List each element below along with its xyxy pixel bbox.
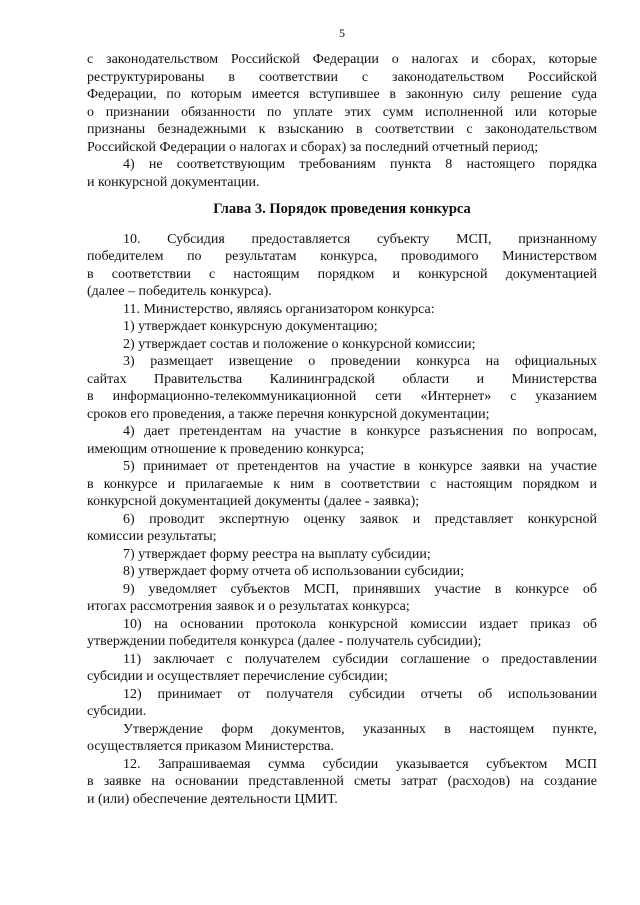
paragraph-block-main <box>87 231 597 809</box>
text-line: 2) утверждает состав и положение о конкурсной комиссии; <box>123 336 476 352</box>
chapter-heading: Глава 3. Порядок проведения конкурса <box>213 201 471 217</box>
text-line: 7) утверждает форму реестра на выплату субсидии; <box>123 546 431 562</box>
text-line: итогах рассмотрения заявок и о результатах конкурса; <box>87 599 410 614</box>
document-page <box>87 26 597 808</box>
text-line: о признании обязанности по уплате этих сумм исполненной или которые <box>87 104 597 120</box>
text-line: 10) на основании протокола конкурсной комиссии издает приказ об <box>123 616 597 632</box>
text-line: Российской Федерации о налогах и сборах) за последний отчетный период; <box>87 139 539 155</box>
text-line: 5) принимает от претендентов на участие в конкурсе заявки на участие <box>123 459 597 474</box>
text-line: победителем по результатам конкурса, проводимого Министерством <box>87 249 597 264</box>
text-line: в информационно-телекоммуникационной сети «Интернет» с указанием <box>87 389 597 404</box>
text-line: (далее – победитель конкурса). <box>87 284 272 299</box>
text-line: 8) утверждает форму отчета об использовании субсидии; <box>123 564 465 579</box>
text-line: 6) проводит экспертную оценку заявок и представляет конкурсной <box>123 511 597 527</box>
text-line: комиссии результаты; <box>87 529 217 544</box>
text-line: признаны безнадежными к взысканию в соответствии с законодательством <box>87 122 597 137</box>
text-line: и конкурсной документации. <box>87 174 260 190</box>
text-line: и (или) обеспечение деятельности ЦМИТ. <box>87 791 338 807</box>
text-line: с законодательством Российской Федерации о налогах и сборах, которые <box>87 52 597 67</box>
text-line: реструктурированы в соответствии с законодательством Российской <box>87 69 597 85</box>
text-line: в соответствии с настоящим порядком и конкурсной документацией <box>87 266 597 282</box>
text-line: 1) утверждает конкурсную документацию; <box>123 319 378 334</box>
paragraph-block-top <box>87 51 597 191</box>
text-line: Федерации, по которым имеется вступившее в законную силу решение суда <box>87 87 597 102</box>
page-number: 5 <box>339 26 345 40</box>
text-line: субсидии. <box>87 704 147 719</box>
text-line: сроков его проведения, а также перечня конкурсной документации; <box>87 406 490 422</box>
text-line: 4) дает претендентам на участие в конкурсе разъяснения по вопросам, <box>123 424 597 439</box>
text-line: 11. Министерство, являясь организатором конкурса: <box>123 301 435 317</box>
text-line: 10. Субсидия предоставляется субъекту МСП, признанному <box>123 231 597 247</box>
text-line: осуществляется приказом Министерства. <box>87 739 334 754</box>
text-line: 12) принимает от получателя субсидии отчеты об использовании <box>123 686 597 702</box>
text-line: в конкурсе и прилагаемые к ним в соответствии с настоящим порядком и <box>87 476 597 492</box>
text-line: утверждении победителя конкурса (далее - получатель субсидии); <box>87 634 482 649</box>
text-line: 4) не соответствующим требованиям пункта 8 настоящего порядка <box>123 157 597 172</box>
text-line: 11) заключает с получателем субсидии соглашение о предоставлении <box>123 651 597 667</box>
text-line: сайтах Правительства Калининградской области и Министерства <box>87 371 597 387</box>
text-line: имеющим отношение к проведению конкурса; <box>87 441 365 457</box>
text-line: в заявке на основании представленной сметы затрат (расходов) на создание <box>87 774 597 789</box>
text-line: 3) размещает извещение о проведении конкурса на официальных <box>123 354 597 369</box>
text-line: Утверждение форм документов, указанных в настоящем пункте, <box>123 721 597 737</box>
text-line: конкурсной документацией документы (далее - заявка); <box>87 494 420 509</box>
text-line: 9) уведомляет субъектов МСП, принявших участие в конкурсе об <box>123 581 597 597</box>
text-line: 12. Запрашиваемая сумма субсидии указывается субъектом МСП <box>123 756 597 772</box>
text-line: субсидии и осуществляет перечисление субсидии; <box>87 669 388 684</box>
